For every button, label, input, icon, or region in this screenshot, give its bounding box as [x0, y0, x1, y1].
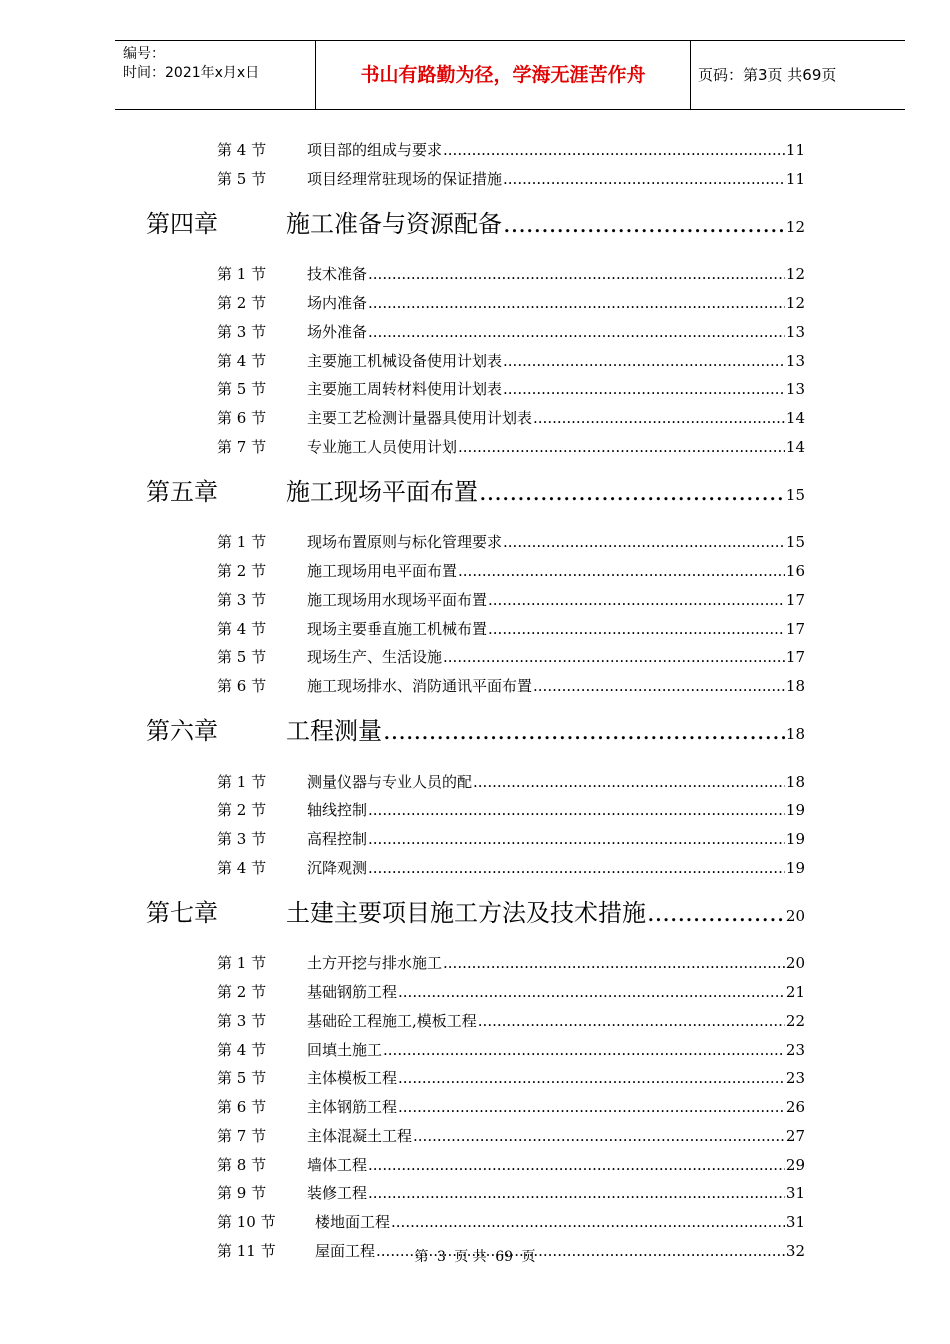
page-number: 31 [785, 1184, 805, 1203]
page-number: 15 [785, 533, 805, 552]
toc-section-entry[interactable] [217, 1154, 805, 1175]
document-number-label: 编号： [123, 46, 165, 62]
toc-section-entry[interactable] [217, 589, 805, 610]
section-number: 第 2 节 [217, 983, 267, 1001]
dot-leader [488, 620, 785, 638]
section-title: 主体模板工程 [307, 1069, 398, 1088]
page-number: 29 [785, 1155, 805, 1174]
section-number: 第 11 节 [217, 1241, 276, 1260]
toc-chapter-entry[interactable] [146, 893, 805, 928]
dot-leader [443, 648, 785, 666]
section-title: 主要工艺检测计量器具使用计划表 [307, 409, 533, 427]
dot-leader [503, 380, 785, 398]
toc-section-entry[interactable] [217, 263, 805, 284]
section-number: 第 3 节 [217, 590, 267, 609]
section-title: 轴线控制 [307, 801, 368, 820]
toc-chapter-entry[interactable] [146, 204, 805, 239]
section-title: 基础钢筋工程 [307, 983, 398, 1001]
section-title: 沉降观测 [307, 858, 368, 877]
toc-section-entry[interactable] [217, 1067, 805, 1088]
toc-section-entry[interactable] [217, 981, 805, 1002]
section-number: 第 7 节 [217, 1126, 267, 1145]
section-number: 第 5 节 [217, 648, 267, 667]
page-number: 27 [785, 1126, 805, 1145]
page-number: 19 [785, 858, 805, 877]
dot-leader [473, 773, 785, 791]
section-number: 第 6 节 [217, 1098, 267, 1116]
dot-leader [458, 562, 785, 580]
section-number: 第 4 节 [217, 619, 267, 638]
footer-current-page: 3 [436, 1249, 446, 1265]
dot-leader [383, 717, 785, 745]
page-number: 13 [785, 380, 805, 399]
dot-leader [368, 801, 785, 819]
section-title: 项目部的组成与要求 [307, 141, 443, 159]
section-title: 回填土施工 [307, 1040, 383, 1059]
page-number: 11 [785, 169, 805, 188]
dot-leader [368, 323, 785, 341]
section-title: 高程控制 [307, 830, 368, 848]
toc-section-entry[interactable] [217, 321, 805, 342]
toc-section-entry[interactable] [217, 1182, 805, 1203]
toc-section-entry[interactable] [217, 168, 805, 189]
page-number: 22 [785, 1011, 805, 1030]
page-number: 23 [785, 1040, 805, 1059]
section-title: 屋面工程 [315, 1241, 376, 1260]
toc-section-entry[interactable] [217, 407, 805, 428]
page-footer [0, 1246, 950, 1266]
section-title: 专业施工人员使用计划 [307, 437, 458, 456]
toc-section-entry[interactable] [217, 828, 805, 849]
toc-chapter-entry[interactable] [146, 472, 805, 507]
section-number: 第 8 节 [217, 1155, 267, 1174]
section-number: 第 3 节 [217, 830, 267, 848]
toc-section-entry[interactable] [217, 139, 805, 160]
page-header [115, 40, 905, 110]
toc-section-entry[interactable] [217, 1096, 805, 1117]
page-number: 19 [785, 830, 805, 848]
section-number: 第 4 节 [217, 1040, 267, 1059]
page-number: 16 [785, 562, 805, 580]
section-number: 第 6 节 [217, 409, 267, 427]
toc-section-entry[interactable] [217, 1125, 805, 1146]
header-divider [690, 41, 691, 109]
section-number: 第 5 节 [217, 169, 267, 188]
section-title: 基础砼工程施工,模板工程 [307, 1011, 477, 1030]
page-number: 17 [785, 590, 805, 609]
section-number: 第 1 节 [217, 265, 267, 284]
section-title: 装修工程 [307, 1184, 368, 1203]
header-motto: 书山有路勤为径，学海无涯苦作舟 [360, 64, 646, 86]
toc-section-entry[interactable] [217, 1211, 805, 1232]
dot-leader [647, 899, 785, 927]
chapter-number: 第七章 [146, 898, 218, 927]
header-page-number: 页码：第3页 共69页 [698, 66, 837, 84]
dot-leader [398, 1098, 785, 1116]
toc-section-entry[interactable] [217, 646, 805, 667]
page-number: 21 [785, 983, 805, 1001]
section-title: 现场布置原则与标化管理要求 [307, 533, 503, 552]
chapter-title: 施工准备与资源配备 [286, 209, 502, 238]
section-number: 第 2 节 [217, 294, 267, 312]
page-number: 15 [785, 485, 805, 504]
page-number: 14 [785, 437, 805, 456]
dot-leader [503, 170, 785, 188]
page-number: 26 [785, 1098, 805, 1116]
page-number: 20 [785, 906, 805, 925]
dot-leader [443, 954, 785, 972]
section-title: 技术准备 [307, 265, 368, 284]
section-title: 现场生产、生活设施 [307, 648, 443, 667]
dot-leader [391, 1213, 785, 1231]
dot-leader [368, 265, 785, 283]
section-number: 第 9 节 [217, 1184, 267, 1203]
section-number: 第 4 节 [217, 351, 267, 370]
section-number: 第 4 节 [217, 141, 267, 159]
section-title: 墙体工程 [307, 1155, 368, 1174]
toc-section-entry[interactable] [217, 952, 805, 973]
page-number: 13 [785, 322, 805, 341]
section-title: 测量仪器与专业人员的配 [307, 772, 473, 791]
page-number: 12 [785, 217, 805, 236]
dot-leader [503, 210, 785, 238]
section-number: 第 1 节 [217, 954, 267, 973]
section-title: 施工现场排水、消防通讯平面布置 [307, 677, 533, 695]
page-number: 17 [785, 648, 805, 667]
page-number: 14 [785, 409, 805, 427]
dot-leader [458, 438, 785, 456]
section-title: 施工现场用水现场平面布置 [307, 590, 488, 609]
section-number: 第 6 节 [217, 677, 267, 695]
page-number: 23 [785, 1069, 805, 1088]
dot-leader [478, 1012, 785, 1030]
page-number: 32 [785, 1241, 805, 1260]
toc-section-entry[interactable] [217, 771, 805, 792]
toc-section-entry[interactable] [217, 1039, 805, 1060]
footer-total-pages: 69 [495, 1249, 514, 1265]
section-number: 第 7 节 [217, 437, 267, 456]
page-number: 13 [785, 351, 805, 370]
dot-leader [368, 859, 785, 877]
section-title: 场外准备 [307, 322, 368, 341]
toc-section-entry[interactable] [217, 436, 805, 457]
header-meta [123, 45, 259, 83]
section-number: 第 5 节 [217, 380, 267, 399]
section-number: 第 2 节 [217, 801, 267, 820]
page-number: 18 [785, 772, 805, 791]
section-title: 主要施工机械设备使用计划表 [307, 351, 503, 370]
chapter-title: 施工现场平面布置 [286, 477, 478, 506]
page-number: 19 [785, 801, 805, 820]
footer-mid: 页 共 [454, 1249, 487, 1265]
page-number: 31 [785, 1213, 805, 1231]
page-number: 17 [785, 619, 805, 638]
section-number: 第 5 节 [217, 1069, 267, 1088]
dot-leader [503, 533, 785, 551]
dot-leader [383, 1041, 785, 1059]
section-title: 主要施工周转材料使用计划表 [307, 380, 503, 399]
toc-section-entry[interactable] [217, 1010, 805, 1031]
dot-leader [398, 983, 785, 1001]
toc-section-entry[interactable] [217, 675, 805, 696]
section-number: 第 4 节 [217, 858, 267, 877]
section-number: 第 2 节 [217, 562, 267, 580]
section-number: 第 3 节 [217, 1011, 267, 1030]
toc-section-entry[interactable] [217, 350, 805, 371]
toc-section-entry[interactable] [217, 857, 805, 878]
dot-leader [443, 141, 785, 159]
toc-section-entry[interactable] [217, 292, 805, 313]
page-number: 11 [785, 141, 805, 159]
dot-leader [533, 409, 785, 427]
document-time-label: 时间：2021年x月x日 [123, 65, 260, 81]
dot-leader [413, 1127, 785, 1145]
section-title: 现场主要垂直施工机械布置 [307, 619, 488, 638]
chapter-number: 第六章 [146, 716, 218, 745]
footer-prefix: 第 [414, 1249, 429, 1265]
section-title: 土方开挖与排水施工 [307, 954, 443, 973]
toc-section-entry[interactable] [217, 531, 805, 552]
page-number: 12 [785, 294, 805, 312]
toc-section-entry[interactable] [217, 560, 805, 581]
section-title: 场内准备 [307, 294, 368, 312]
page-number: 18 [785, 677, 805, 695]
dot-leader [479, 478, 785, 506]
section-title: 项目经理常驻现场的保证措施 [307, 169, 503, 188]
page-number: 18 [785, 724, 805, 743]
dot-leader [368, 1184, 785, 1202]
chapter-title: 工程测量 [286, 716, 382, 745]
toc-section-entry[interactable] [217, 378, 805, 399]
section-title: 楼地面工程 [315, 1213, 391, 1231]
dot-leader [368, 830, 785, 848]
dot-leader [398, 1069, 785, 1087]
section-number: 第 1 节 [217, 533, 267, 552]
dot-leader [368, 294, 785, 312]
section-title: 主体钢筋工程 [307, 1098, 398, 1116]
chapter-number: 第四章 [146, 209, 218, 238]
section-number: 第 3 节 [217, 322, 267, 341]
section-title: 施工现场用电平面布置 [307, 562, 458, 580]
page-number: 20 [785, 954, 805, 973]
toc-section-entry[interactable] [217, 799, 805, 820]
dot-leader [503, 352, 785, 370]
dot-leader [533, 677, 785, 695]
section-title: 主体混凝土工程 [307, 1126, 413, 1145]
section-number: 第 10 节 [217, 1213, 276, 1231]
toc-chapter-entry[interactable] [146, 711, 805, 746]
chapter-title: 土建主要项目施工方法及技术措施 [286, 898, 646, 927]
footer-suffix: 页 [521, 1249, 536, 1265]
page-number: 12 [785, 265, 805, 284]
dot-leader [368, 1156, 785, 1174]
section-number: 第 1 节 [217, 772, 267, 791]
chapter-number: 第五章 [146, 477, 218, 506]
dot-leader [488, 591, 785, 609]
toc-section-entry[interactable] [217, 618, 805, 639]
